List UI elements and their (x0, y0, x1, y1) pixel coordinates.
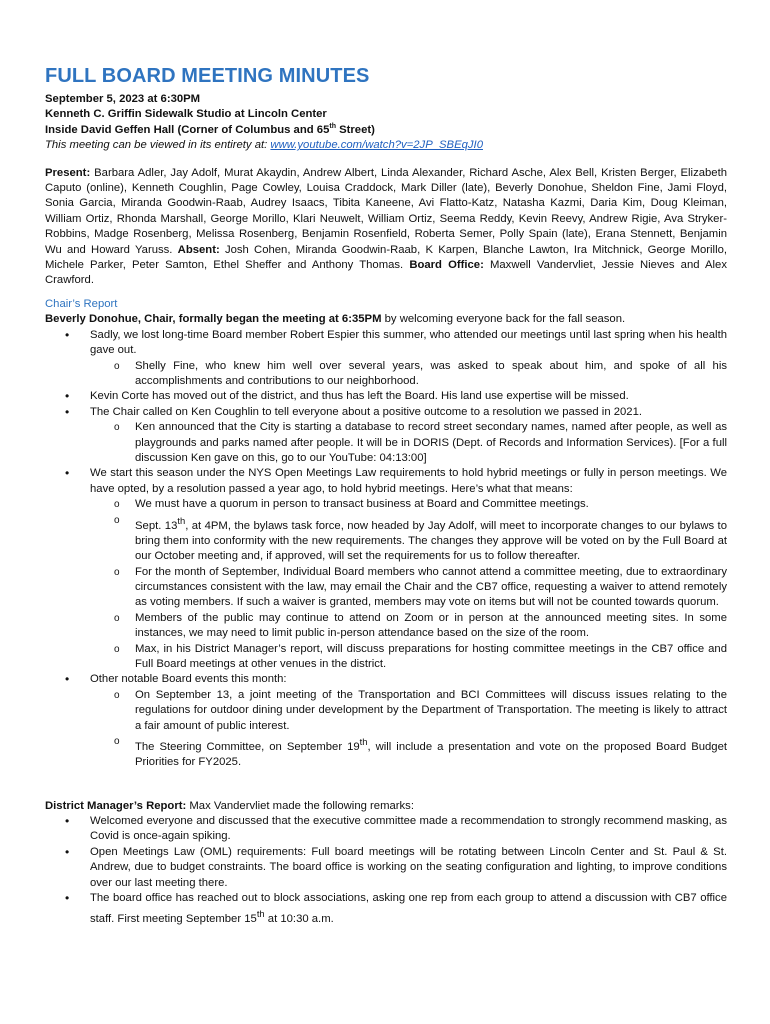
chair-lead-rest: by welcoming everyone back for the fall season. (381, 313, 626, 326)
sub-item-text: , at 4PM, the bylaws task force, now headed by Jay Adolf, will meet to incorporate changes to our bylaws to bring them into conformity with the new requirements. The changes they approve will be voted on by the Full Board at our October meeting and, if approved, will set the requirements for us to follow thereafter. (135, 519, 727, 563)
sub-item-text: On September 13, a joint meeting of the Transportation and BCI Committees will discuss issues relating to the regulations for outdoor dining under development by the Department of Transportation. The meeting is likely to attract a fair amount of public interest. (135, 688, 727, 732)
sub-list-item (90, 642, 727, 673)
minutes-page (45, 64, 727, 928)
item-text: Welcomed everyone and discussed that the executive committee made a recommendation to strongly recommend masking, as Covid is once-again spiking. (90, 815, 727, 843)
list-item (45, 328, 727, 390)
list-item (45, 672, 727, 770)
dm-report-list (45, 814, 727, 928)
present-label: Present: (45, 166, 91, 179)
dm-report-label: District Manager’s Report: (45, 799, 187, 812)
sub-list-item (90, 611, 727, 642)
item-text: at 10:30 a.m. (264, 913, 334, 926)
location-sup: th (329, 123, 336, 131)
view-text: This meeting can be viewed in its entirety at: (45, 139, 271, 152)
sub-item-text: Max, in his District Manager’s report, will discuss preparations for hosting committee meetings in the CB7 office and Full Board meetings at other venues in the district. (135, 642, 727, 670)
item-text: The Chair called on Ken Coughlin to tell everyone about a positive outcome to a resolution we passed in 2021. (90, 405, 643, 418)
item-text: The board office has reached out to block associations, asking one rep from each group to attend a discussion with CB7 office staff. First meeting September 15 (90, 892, 727, 926)
item-text: Kevin Corte has moved out of the district, and thus has left the Board. His land use expertise will be missed. (90, 390, 629, 403)
list-item (45, 389, 727, 404)
meeting-location (45, 123, 727, 138)
attendance-paragraph (45, 166, 727, 289)
document-title: FULL BOARD MEETING MINUTES (45, 65, 370, 87)
list-item (45, 405, 727, 467)
item-text: We start this season under the NYS Open Meetings Law requirements to hold hybrid meetings or fully in person meetings. We have opted, by a resolution passed a year ago, to hold hybrid meetings. Here’s what that means: (90, 467, 727, 495)
chair-lead-bold: Beverly Donohue, Chair, formally began the meeting at 6:35PM (45, 313, 382, 326)
location-text: Inside David Geffen Hall (Corner of Columbus and 65 (45, 123, 330, 136)
sup-text: th (256, 908, 265, 920)
sub-list-item (90, 565, 727, 611)
present-list: Barbara Adler, Jay Adolf, Murat Akaydin, Andrew Albert, Linda Alexander, Richard Asche, Alex Bell, Kristen Berger, Elizabeth Caputo (online), Kenneth Coughlin, Page Cowley, Louisa Craddock, Mark Diller (late), Beverly Donohue, Sheldon Fine, Jami Floyd, Sonia Garcia, Miranda Goodwin-Raab, Audrey Isaacs, Tibita Kaneene, Avi Flatto-Katz, Natasha Kazmi, Daria Kim, Doug Kleiman, William Ortiz, Rhonda Marshall, George Morillo, Klari Neuwelt, William Ortiz, Seema Reddy, Kevin Reevy, Andrew Rigie, Ava Stryker-Robbins, Madge Rosenberg, Melissa Rosenberg, Benjamin Rosenfield, Roberta Semer, Polly Spain (late), Erana Stennett, Benjamin Wu and Howard Yaruss. (45, 166, 727, 256)
meeting-venue: Kenneth C. Griffin Sidewalk Studio at Lincoln Center (45, 108, 327, 121)
dm-report-lead (45, 799, 727, 814)
sub-item-text: The Steering Committee, on September 19 (135, 740, 360, 753)
dm-report-lead-text: Max Vandervliet made the following remarks: (186, 799, 414, 812)
item-text: Other notable Board events this month: (90, 673, 287, 686)
list-item (45, 845, 727, 891)
sup-text: th (177, 514, 186, 526)
chairs-report-lead (45, 312, 727, 327)
sub-list-item (90, 734, 727, 771)
youtube-link[interactable]: www.youtube.com/watch?v=2JP_SBEqJI0 (270, 139, 483, 152)
list-item (45, 814, 727, 845)
list-item (45, 891, 727, 928)
sub-item-text: , will include a presentation and vote on the proposed Board Budget Priorities for FY2025. (135, 740, 727, 769)
sub-list-item (90, 420, 727, 466)
absent-list: Josh Cohen, Miranda Goodwin-Raab, K Karpen, Blanche Lawton, Ira Mitchnick, George Morillo, Michele Parker, Peter Samton, Ethel Sheffer and Anthony Thomas. (45, 243, 727, 272)
meeting-date: September 5, 2023 at 6:30PM (45, 93, 201, 105)
absent-label: Absent: (177, 243, 220, 256)
sub-list-item (90, 513, 727, 565)
item-text: Sadly, we lost long-time Board member Robert Espier this summer, who attended our meetings until last spring when his health gave out. (90, 328, 727, 357)
sub-list-item (90, 497, 727, 512)
location-text-end: Street) (335, 123, 375, 136)
chairs-report-list (45, 328, 727, 771)
sub-list-item (90, 688, 727, 734)
list-item (45, 466, 727, 672)
office-label: Board Office: (409, 259, 484, 272)
sub-item-text: We must have a quorum in person to transact business at Board and Committee meetings. (135, 498, 589, 511)
sub-item-text: For the month of September, Individual Board members who cannot attend a committee meeting, due to extraordinary circumstances consistent with the law, may email the Chair and the CB7 office, requesting a waiver to attend remotely as voting members. If such a waiver is granted, members may vote on items but will not be counted towards quorum. (135, 565, 727, 609)
view-line (45, 138, 727, 153)
sub-list-item (90, 359, 727, 390)
sub-item-text: Shelly Fine, who knew him well over several years, was asked to speak about him, and spoke of all his accomplishments and contributions to our neighborhood. (135, 359, 727, 387)
sub-item-text: Ken announced that the City is starting a database to record street secondary names, named after people, as well as playgrounds and parks named after people. It will be in DORIS (Dept. of Records and Information Services). [For a full discussion Ken gave on this, go to our YouTube: 04:13:00] (135, 421, 727, 464)
sub-item-text: Sept. 13 (135, 519, 178, 532)
sub-item-text: Members of the public may continue to attend on Zoom or in person at the announced meeting sites. In some instances, we may need to limit public in-person attendance based on the size of the room. (135, 611, 727, 640)
office-list: Maxwell Vandervliet, Jessie Nieves and Alex Crawford. (45, 259, 727, 287)
item-text: Open Meetings Law (OML) requirements: Full board meetings will be rotating between Lincoln Center and St. Paul & St. Andrew, due to budget constraints. The board office is working on the seating configuration and lighting, to improve conditions over our last meeting there. (90, 845, 727, 889)
sup-text: th (359, 736, 368, 748)
chairs-report-heading: Chair’s Report (45, 297, 118, 310)
